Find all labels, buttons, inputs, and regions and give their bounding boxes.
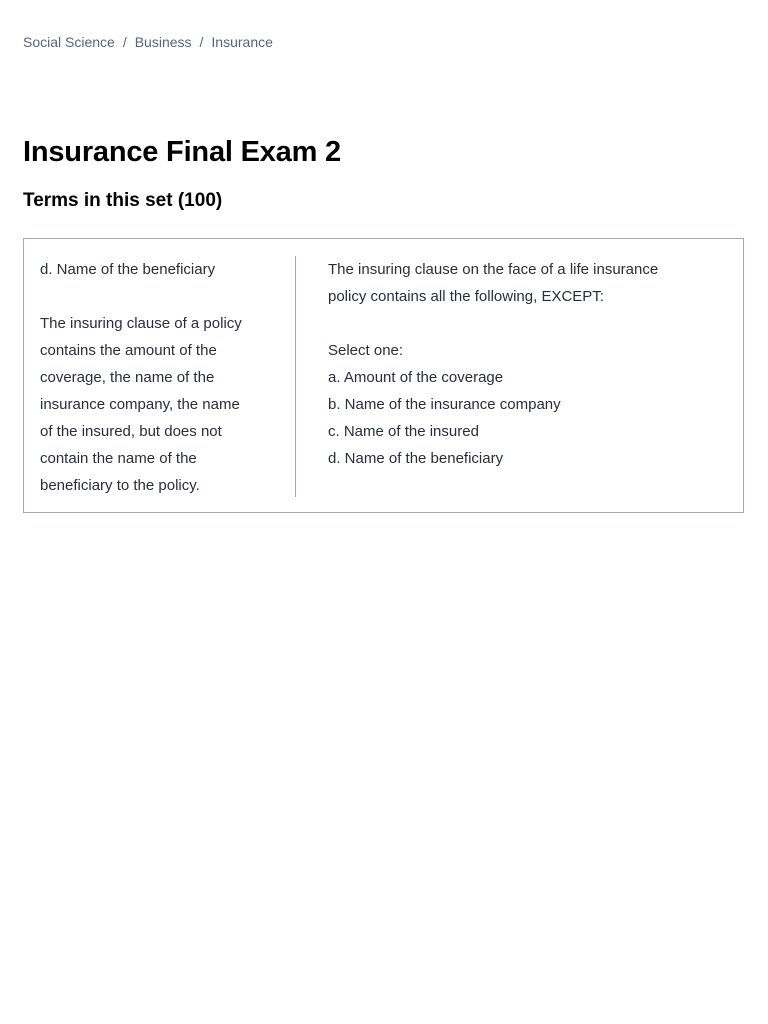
option-c: c. Name of the insured [328,423,479,440]
spacer [40,283,272,310]
definition-line: insurance company, the name [40,396,240,413]
card-definition [40,256,272,499]
definition-line: contains the amount of the [40,342,217,359]
breadcrumb-link-social-science[interactable]: Social Science [23,34,115,50]
definition-answer: d. Name of the beneficiary [40,261,216,278]
definition-line: contain the name of the [40,450,197,467]
select-prompt: Select one: [328,342,404,359]
question-line: The insuring clause on the face of a life insurance [328,261,659,278]
definition-line: The insuring clause of a policy [40,315,242,332]
spacer [328,310,728,337]
flashcard-term-row [23,238,744,513]
breadcrumb [23,34,273,50]
card-term [328,256,728,472]
breadcrumb-separator: / [122,34,127,50]
option-d: d. Name of the beneficiary [328,450,504,467]
terms-count-heading: Terms in this set (100) [23,190,223,211]
breadcrumb-link-insurance[interactable]: Insurance [211,34,273,50]
question-line: policy contains all the following, EXCEPT: [328,288,604,305]
definition-line: of the insured, but does not [40,423,222,440]
breadcrumb-separator: / [199,34,204,50]
option-a: a. Amount of the coverage [328,369,504,386]
card-divider [295,256,296,497]
breadcrumb-link-business[interactable]: Business [134,34,192,50]
page-title: Insurance Final Exam 2 [23,136,341,168]
option-b: b. Name of the insurance company [328,396,561,413]
definition-line: coverage, the name of the [40,369,215,386]
definition-line: beneficiary to the policy. [40,477,200,494]
